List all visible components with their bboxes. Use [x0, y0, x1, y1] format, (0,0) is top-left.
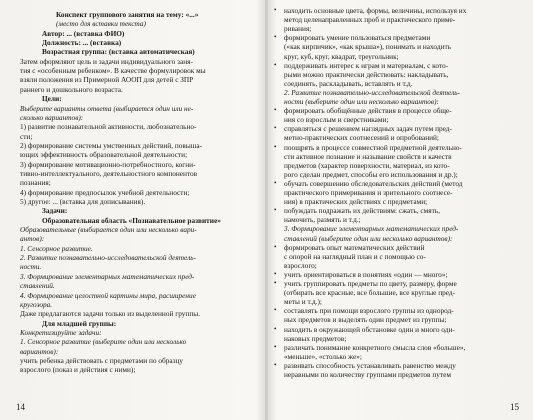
left-page [0, 0, 265, 420]
text-line: сти; [20, 131, 33, 141]
bullet-icon: • [274, 279, 277, 287]
bullet-icon: • [274, 6, 277, 14]
text-line: формировать умение пользоваться предметами [284, 33, 431, 43]
text-line: учить ребенка действовать с предметами по образцу [20, 355, 184, 365]
text-line: (место для вставки текста) [56, 19, 146, 29]
text-line: с опорой на наглядный план и с помощью со- [284, 251, 426, 261]
text-line: рыми можно практически действовать: накладывать, [284, 69, 449, 79]
text-line: ставлений. [20, 281, 55, 291]
text-line: составлять при помощи взрослого группы из однород- [284, 306, 454, 316]
text-line: ставлений (выберите один или несколько вариантов): [284, 233, 453, 243]
text-line: раннего и дошкольного возраста. [20, 84, 123, 94]
text-line: взрослого (показ и действия с ними); [20, 365, 136, 375]
text-line: намочить, размять и т.д.; [284, 215, 361, 225]
bullet-icon: • [274, 269, 277, 278]
bullet-icon: • [274, 306, 277, 315]
text-line: соединять, раскладывать, вставлять и т.д. [284, 78, 413, 88]
text-line: Образовательные (выбирается один или несколько вари- [20, 225, 197, 235]
text-line: 3) формирование мотивационно-потребностного, когни- [20, 159, 196, 169]
text-line: Для младшей группы: [42, 318, 117, 328]
bullet-icon: • [274, 124, 277, 133]
text-line: взрослого; [284, 260, 317, 270]
text-line: различать понимание конкретного смысла слов «больше», [284, 342, 466, 352]
text-line: Выберите варианты ответа (выбирается один или не- [20, 103, 194, 113]
text-line: 2. Развитие познавательно-исследовательской деятель- [20, 253, 197, 263]
text-line: познания; [20, 178, 51, 188]
text-line: «меньше», «столько же»; [284, 351, 362, 361]
text-line: ных предметов и выделять один предмет из группы; [284, 315, 447, 325]
text-line: 4. Формирование целостной картины мира, расширение [20, 290, 196, 300]
text-line: метно-практических соотнесений и опробований; [284, 133, 439, 143]
text-line: Должность: ... (вставка) [42, 38, 122, 48]
text-line: взяли положения из Примерной АООП для детей с ЗПР [20, 75, 194, 85]
text-line: поощрять в процессе совместной предметной деятельно- [284, 142, 462, 152]
text-line: Затем оформляют цель и задачи индивидуального заня- [20, 56, 193, 66]
text-line: кругозора. [20, 299, 53, 309]
bullet-icon: • [274, 106, 277, 115]
text-line: находить в окружающей обстановке один и много оди- [284, 324, 455, 334]
bullet-icon: • [274, 324, 277, 333]
bullet-icon: • [274, 342, 277, 351]
text-line: 3. Формирование элементарных математических пред- [284, 224, 459, 234]
text-line: вариантов): [20, 346, 59, 356]
text-line: («как кирпичик», «как крыша»), понимать и находить [284, 42, 451, 52]
right-page [268, 0, 533, 420]
text-line: предметов (характер поверхности, материал, из кото- [284, 160, 450, 170]
bullet-icon: • [274, 242, 277, 251]
text-line: сти активное познание и называние свойств и качеств [284, 151, 452, 161]
left-page-number: 14 [16, 402, 25, 412]
text-line: формировать обобщённые действия в процессе обще- [284, 106, 452, 116]
text-line: Конспект группового занятия на тему: «...» [56, 10, 199, 19]
text-line: Возрастная группа: (вставка автоматическая) [42, 47, 195, 57]
text-line: 2. Развитие познавательно-исследовательской деятель- [284, 87, 461, 97]
text-line: неравными по количеству группами предметов путем [284, 370, 451, 379]
text-line: 5) другое: ... (вставка для дописывания). [20, 197, 146, 206]
text-line: побуждать подражать их действиям: сжать, смять, [284, 206, 440, 216]
text-line: формировать опыт математических действий [284, 242, 425, 252]
text-line: тивно-интеллектуального, деятельностного компонентов [20, 168, 198, 178]
text-line: круг, куб, круг, квадрат, треугольник; [284, 51, 399, 61]
text-line: рого сделан предмет, способы его использования и др.); [284, 169, 458, 179]
text-line: сколько вариантов): [20, 112, 84, 122]
text-line: обучать совершению обследовательских действий (метод [284, 178, 463, 188]
text-line: 1) развитие познавательной активности, любознательно- [20, 122, 197, 132]
text-line: 2) формирование системы умственных действий, повыша- [20, 140, 203, 150]
bullet-icon: • [274, 206, 277, 215]
text-line: 3. Формирование элементарных математических пред- [20, 271, 195, 281]
text-line: Образовательная область «Познавательное развитие» [42, 215, 221, 225]
text-line: ния со взрослым и сверстниками; [284, 115, 389, 125]
text-line: находить основные цвета, формы, величины, используя их [284, 6, 467, 15]
text-line: Цели: [42, 94, 62, 104]
bullet-icon: • [274, 360, 277, 369]
text-line: Автор: ... (вставка ФИО) [42, 28, 125, 38]
text-line: 1. Сенсорное развитие. [20, 243, 93, 253]
text-line: ности. [20, 262, 42, 272]
text-line: ния) в практических действиях с предметами; [284, 197, 428, 207]
text-line: наковых предметов; [284, 333, 347, 343]
text-line: практического примеривания и зрительного соотнесе- [284, 188, 453, 197]
text-line: поддерживать интерес к играм и материалам, с кото- [284, 60, 449, 70]
text-line: учить ориентироваться в понятиях «один — много»; [284, 269, 448, 279]
bullet-icon: • [274, 178, 277, 187]
bullet-icon: • [274, 60, 277, 69]
text-line: Задачи: [42, 206, 68, 216]
text-line: развивать способность устанавливать равенство между [284, 360, 456, 370]
text-line: 4) формирование предпосылок учебной деятельности; [20, 187, 190, 197]
text-line: ривания; [284, 24, 312, 34]
text-line: меты и т.д.); [284, 297, 322, 307]
text-line: справляться с решением наглядных задач путем пред- [284, 124, 452, 134]
bullet-icon: • [274, 33, 277, 42]
text-line: ности (выберите один или несколько вариантов): [284, 97, 439, 106]
text-line: метод целенаправленных проб и практического приме- [284, 15, 456, 25]
bullet-icon: • [274, 142, 277, 151]
text-line: 1. Сенсорное развитие (выберите один или несколько [20, 337, 187, 347]
text-line: тия с «особенным ребенком». В качестве формулировок мы [20, 66, 206, 76]
text-line: Даже предлагаются задачи только из выделенной группы. [20, 309, 200, 319]
right-page-number: 15 [510, 402, 519, 412]
text-line: учить группировать предметы по цвету, размеру, форме [284, 279, 457, 288]
text-line: (отбирать все красные, все большие, все круглые пред- [284, 288, 456, 298]
text-line: ющих эффективность образовательной деятельности; [20, 150, 188, 160]
text-line: Конкретизируйте задачи: [20, 327, 102, 337]
text-line: антов): [20, 234, 45, 244]
